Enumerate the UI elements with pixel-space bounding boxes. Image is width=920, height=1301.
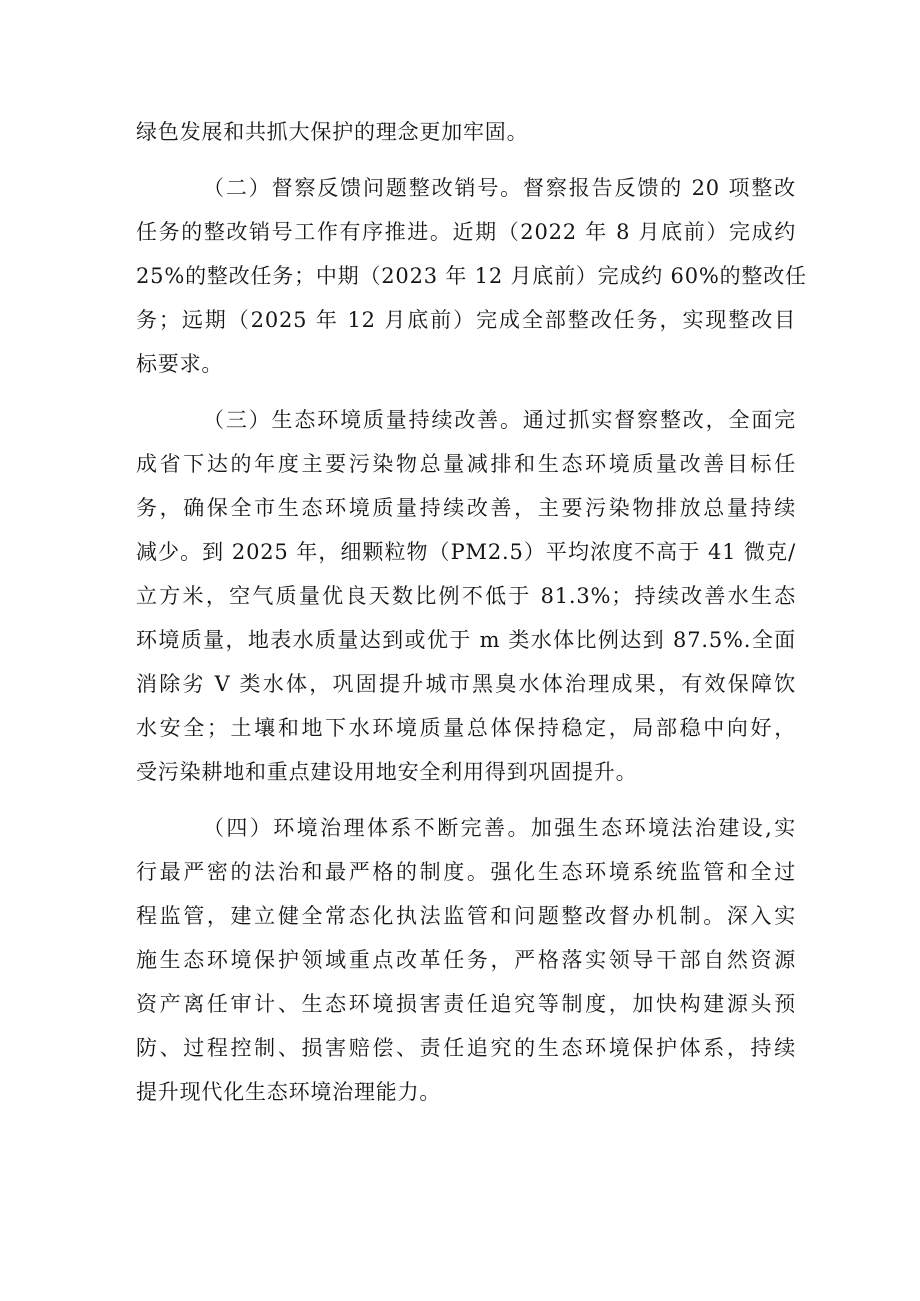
text-line: 程监管，建立健全常态化执法监管和问题整改督办机制。深入实 (136, 904, 796, 928)
paragraph-section-3 (136, 398, 796, 794)
text-line: 防、过程控制、损害赔偿、责任追究的生态环境保护体系，持续 (136, 1036, 796, 1060)
paragraph-section-4 (136, 806, 796, 1114)
text-line: 行最严密的法治和最严格的制度。强化生态环境系统监管和全过 (136, 860, 796, 884)
text-line: （四）环境治理体系不断完善。加强生态环境法治建设,实 (203, 816, 796, 840)
text-line: （三）生态环境质量持续改善。通过抓实督察整改，全面完 (203, 408, 796, 432)
text-line: 水安全；土壤和地下水环境质量总体保持稳定，局部稳中向好， (136, 716, 796, 740)
text-line: 标要求。 (136, 352, 224, 376)
text-line: 25%的整改任务；中期（2023 年 12 月底前）完成约 60%的整改任 (136, 264, 807, 288)
text-line: 资产离任审计、生态环境损害责任追究等制度，加快构建源头预 (136, 992, 796, 1016)
text-line: 受污染耕地和重点建设用地安全利用得到巩固提升。 (136, 760, 638, 784)
text-line: 任务的整改销号工作有序推进。近期（2022 年 8 月底前）完成约 (136, 220, 796, 244)
paragraph-section-2 (136, 166, 807, 386)
text-line: 减少。到 2025 年，细颗粒物（PM2.5）平均浓度不高于 41 微克/ (136, 540, 796, 564)
text-line: 务；远期（2025 年 12 月底前）完成全部整改任务，实现整改目 (136, 308, 796, 332)
text-line: 立方米，空气质量优良天数比例不低于 81.3%；持续改善水生态 (136, 584, 796, 608)
text-line: 施生态环境保护领域重点改革任务，严格落实领导干部自然资源 (136, 948, 796, 972)
text-line: 务，确保全市生态环境质量持续改善，主要污染物排放总量持续 (136, 496, 796, 520)
paragraph-intro-tail (136, 110, 796, 154)
text-line: 提升现代化生态环境治理能力。 (136, 1080, 442, 1104)
text-line: 绿色发展和共抓大保护的理念更加牢固。 (136, 120, 529, 144)
document-body (136, 110, 807, 1114)
text-line: 消除劣 V 类水体，巩固提升城市黑臭水体治理成果，有效保障饮 (136, 672, 796, 696)
text-line: 成省下达的年度主要污染物总量减排和生态环境质量改善目标任 (136, 452, 796, 476)
text-line: 环境质量，地表水质量达到或优于 m 类水体比例达到 87.5%.全面 (136, 628, 796, 652)
text-line: （二）督察反馈问题整改销号。督察报告反馈的 20 项整改 (203, 176, 796, 200)
